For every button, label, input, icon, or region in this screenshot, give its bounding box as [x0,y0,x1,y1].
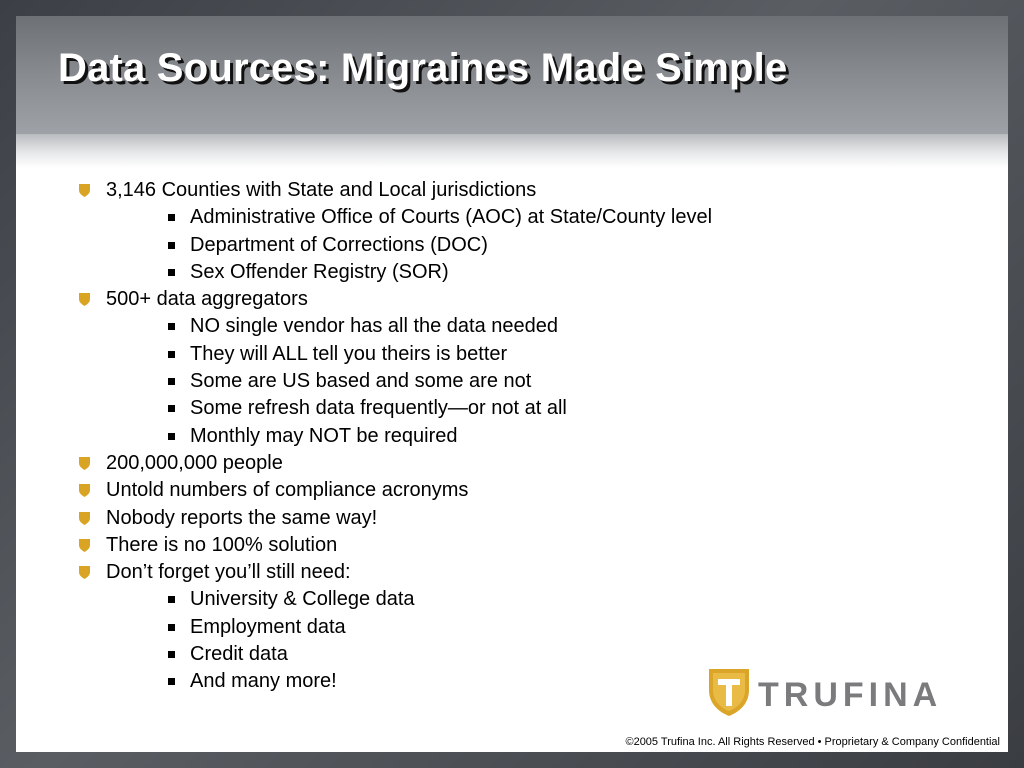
shield-bullet-icon [79,566,90,579]
logo-wordmark: TRUFINA [758,676,943,714]
bullet-text: 200,000,000 people [106,451,283,474]
bullet-text: There is no 100% solution [106,533,338,556]
sub-bullet-item [74,232,954,259]
bullet-text: Don’t forget you’ll still need: [106,561,351,584]
sub-bullet-item [74,259,954,286]
bullet-text: Untold numbers of compliance acronyms [106,479,469,502]
copyright-footer: ©2005 Trufina Inc. All Rights Reserved • Proprietary & Company Confidential [625,736,1000,748]
square-bullet-icon [168,405,175,412]
square-bullet-icon [168,378,175,385]
bullet-text: Department of Corrections (DOC) [190,233,488,256]
trufina-shield-icon [706,666,752,718]
sub-bullet-item [74,204,954,231]
shield-bullet-icon [79,484,90,497]
bullet-item [74,450,954,477]
square-bullet-icon [168,678,175,685]
shield-bullet-icon [79,184,90,197]
sub-bullet-item [74,313,954,340]
square-bullet-icon [168,269,175,276]
bullet-text: They will ALL tell you theirs is better [190,342,508,365]
slide-title: Data Sources: Migraines Made Simple [58,46,788,90]
bullet-text: Sex Offender Registry (SOR) [190,260,449,283]
bullet-text: And many more! [190,670,337,693]
square-bullet-icon [168,624,175,631]
square-bullet-icon [168,351,175,358]
bullet-text: Administrative Office of Courts (AOC) at State/County level [190,206,713,229]
square-bullet-icon [168,596,175,603]
bullet-text: NO single vendor has all the data needed [190,315,559,338]
bullet-item [74,532,954,559]
square-bullet-icon [168,433,175,440]
bullet-text: Credit data [190,643,288,666]
bullet-item [74,177,954,204]
trufina-logo [706,666,986,722]
sub-bullet-item [74,341,954,368]
bullet-list [74,177,954,696]
bullet-text: Some refresh data frequently—or not at all [190,397,567,420]
bullet-text: University & College data [190,588,415,611]
bullet-item [74,559,954,586]
shield-bullet-icon [79,457,90,470]
sub-bullet-item [74,423,954,450]
bullet-item [74,477,954,504]
bullet-item [74,505,954,532]
bullet-text: Some are US based and some are not [190,370,532,393]
square-bullet-icon [168,651,175,658]
shield-bullet-icon [79,293,90,306]
square-bullet-icon [168,214,175,221]
shield-bullet-icon [79,539,90,552]
sub-bullet-item [74,641,954,668]
bullet-text: Nobody reports the same way! [106,506,378,529]
bullet-item [74,286,954,313]
shield-bullet-icon [79,512,90,525]
sub-bullet-item [74,395,954,422]
square-bullet-icon [168,242,175,249]
bullet-text: 500+ data aggregators [106,288,308,311]
title-fade [16,134,1008,168]
sub-bullet-item [74,368,954,395]
slide-frame [16,16,1008,752]
sub-bullet-item [74,614,954,641]
square-bullet-icon [168,323,175,330]
bullet-text: Monthly may NOT be required [190,424,458,447]
sub-bullet-item [74,586,954,613]
bullet-text: Employment data [190,615,346,638]
bullet-text: 3,146 Counties with State and Local jurisdictions [106,179,537,201]
